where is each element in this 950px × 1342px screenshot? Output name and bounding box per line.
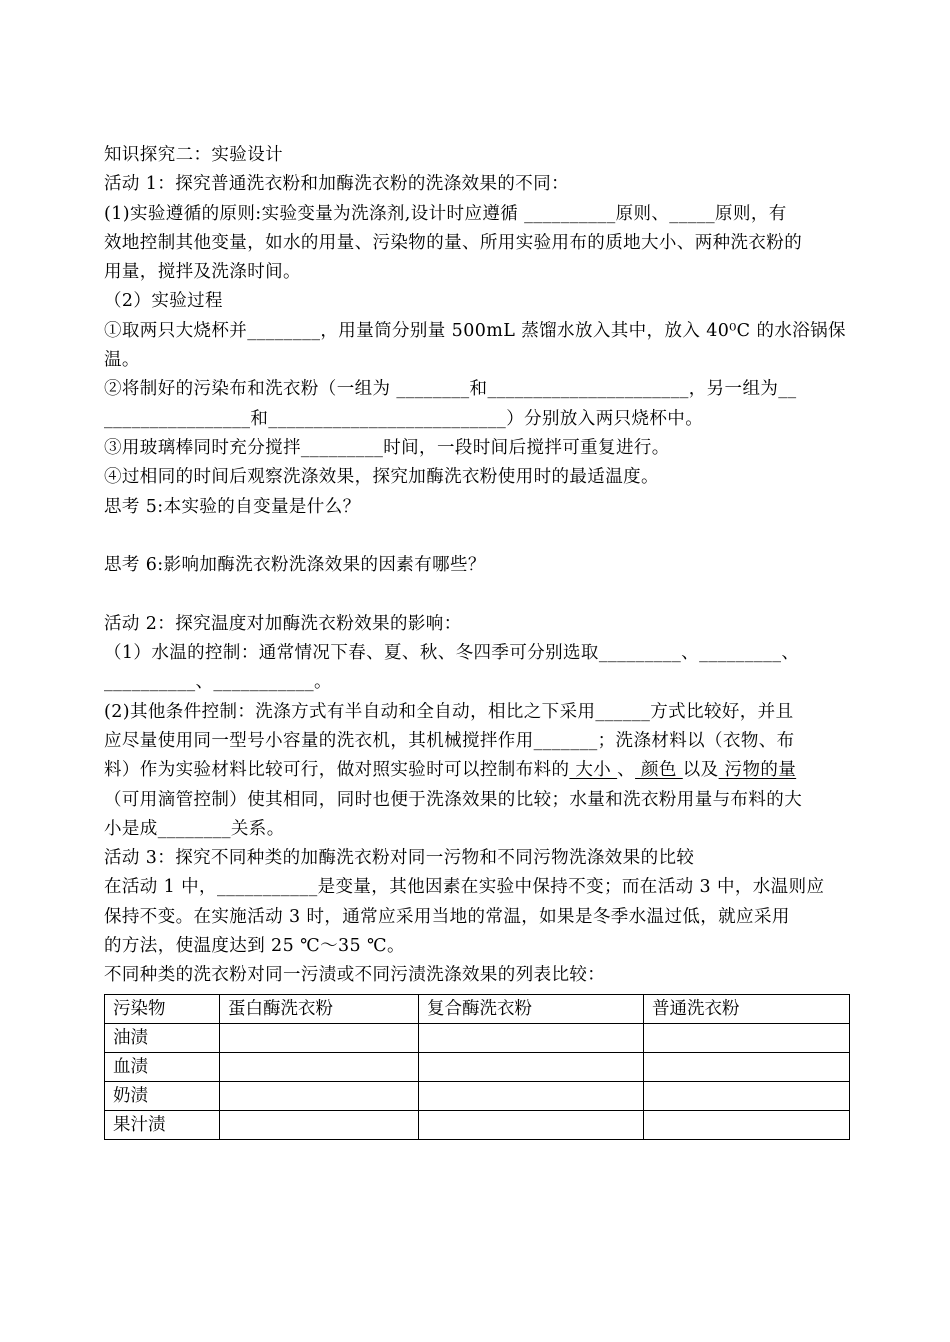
activity-1-title: 活动 1：探究普通洗衣粉和加酶洗衣粉的洗涤效果的不同： (104, 174, 569, 195)
table-header-cell: 污染物 (105, 994, 220, 1023)
table-row (105, 1110, 850, 1139)
table-header-cell: 复合酶洗衣粉 (419, 994, 644, 1023)
table-row-label: 果汁渍 (105, 1110, 220, 1139)
table-row (105, 1023, 850, 1052)
table-row-label: 血渍 (105, 1052, 220, 1081)
activity-3-title: 活动 3：探究不同种类的加酶洗衣粉对同一污物和不同污物洗涤效果的比较 (104, 848, 695, 869)
table-cell (419, 1023, 644, 1052)
table-row (105, 1081, 850, 1110)
document-page (104, 141, 850, 1140)
text-line: ③用玻璃棒同时充分搅拌_________时间，一段时间后搅拌可重复进行。 (104, 437, 670, 458)
table-cell (220, 1110, 419, 1139)
underlined-answer: 颜色 (635, 760, 683, 781)
question-5: 思考 5:本实验的自变量是什么？ (104, 496, 361, 517)
text-line: ④过相同的时间后观察洗涤效果，探究加酶洗衣粉使用时的最适温度。 (104, 467, 659, 488)
table-header-cell: 普通洗衣粉 (644, 994, 850, 1023)
underlined-answer: 大小 (569, 760, 618, 781)
text-line: ②将制好的污染布和洗衣粉（一组为 ________和______________________，另一组为__ (104, 379, 797, 400)
text-line: 温。 (104, 350, 140, 371)
text-line: ________________和__________________________）分别放入两只烧杯中。 (104, 408, 704, 429)
question-6: 思考 6:影响加酶洗衣粉洗涤效果的因素有哪些？ (104, 555, 486, 576)
table-cell (644, 1052, 850, 1081)
answer-space (104, 522, 850, 551)
section-title: 知识探究二：实验设计 (104, 145, 283, 165)
activity-2-title: 活动 2：探究温度对加酶洗衣粉效果的影响： (104, 613, 462, 634)
separator: 以及 (682, 760, 719, 781)
text-line: ①取两只大烧杯并________，用量筒分别量 500mL 蒸馏水放入其中，放入 40⁰C 的水浴锅保 (104, 320, 846, 341)
text-line: （可用滴管控制）使其相同，同时也便于洗涤效果的比较；水量和洗衣粉用量与布料的大 (104, 789, 803, 810)
table-cell (419, 1052, 644, 1081)
text-line: __________、___________。 (104, 672, 332, 693)
text-line (104, 756, 850, 785)
table-header-cell: 蛋白酶洗衣粉 (220, 994, 419, 1023)
text-line: (1)实验遵循的原则:实验变量为洗涤剂,设计时应遵循 __________原则、_____原则，有 (104, 203, 787, 224)
table-row-label: 油渍 (105, 1023, 220, 1052)
text-line: 的方法，使温度达到 25 ℃～35 ℃。 (104, 936, 405, 957)
text-line: 在活动 1 中，___________是变量，其他因素在实验中保持不变；而在活动 3 中，水温则应 (104, 877, 825, 898)
text-line: （1）水温的控制：通常情况下春、夏、秋、冬四季可分别选取_________、_________、 (104, 643, 800, 664)
comparison-table (104, 994, 850, 1140)
table-cell (644, 1081, 850, 1110)
text-line: 效地控制其他变量，如水的用量、污染物的量、所用实验用布的质地大小、两种洗衣粉的 (104, 232, 803, 253)
table-header-row (105, 994, 850, 1023)
table-cell (419, 1110, 644, 1139)
text-line: 保持不变。在实施活动 3 时，通常应采用当地的常温，如果是冬季水温过低，就应采用 (104, 906, 790, 927)
table-caption: 不同种类的洗衣粉对同一污渍或不同污渍洗涤效果的列表比较： (104, 965, 606, 986)
text-segment: 料）作为实验材料比较可行，做对照实验时可以控制布料的 (104, 760, 570, 781)
table-cell (220, 1081, 419, 1110)
table-row (105, 1052, 850, 1081)
answer-space (104, 580, 850, 609)
table-cell (220, 1052, 419, 1081)
text-line: 应尽量使用同一型号小容量的洗衣机，其机械搅拌作用_______；洗涤材料以（衣物、布 (104, 730, 795, 751)
text-line: (2)其他条件控制：洗涤方式有半自动和全自动，相比之下采用______方式比较好，并且 (104, 701, 794, 722)
text-line: 小是成________关系。 (104, 818, 285, 839)
text-line: 用量，搅拌及洗涤时间。 (104, 262, 301, 283)
table-row-label: 奶渍 (105, 1081, 220, 1110)
text-line: （2）实验过程 (104, 291, 223, 312)
underlined-answer: 污物的量 (718, 760, 797, 781)
separator: 、 (617, 760, 636, 781)
table-cell (644, 1110, 850, 1139)
table-cell (419, 1081, 644, 1110)
table-cell (220, 1023, 419, 1052)
table-cell (644, 1023, 850, 1052)
